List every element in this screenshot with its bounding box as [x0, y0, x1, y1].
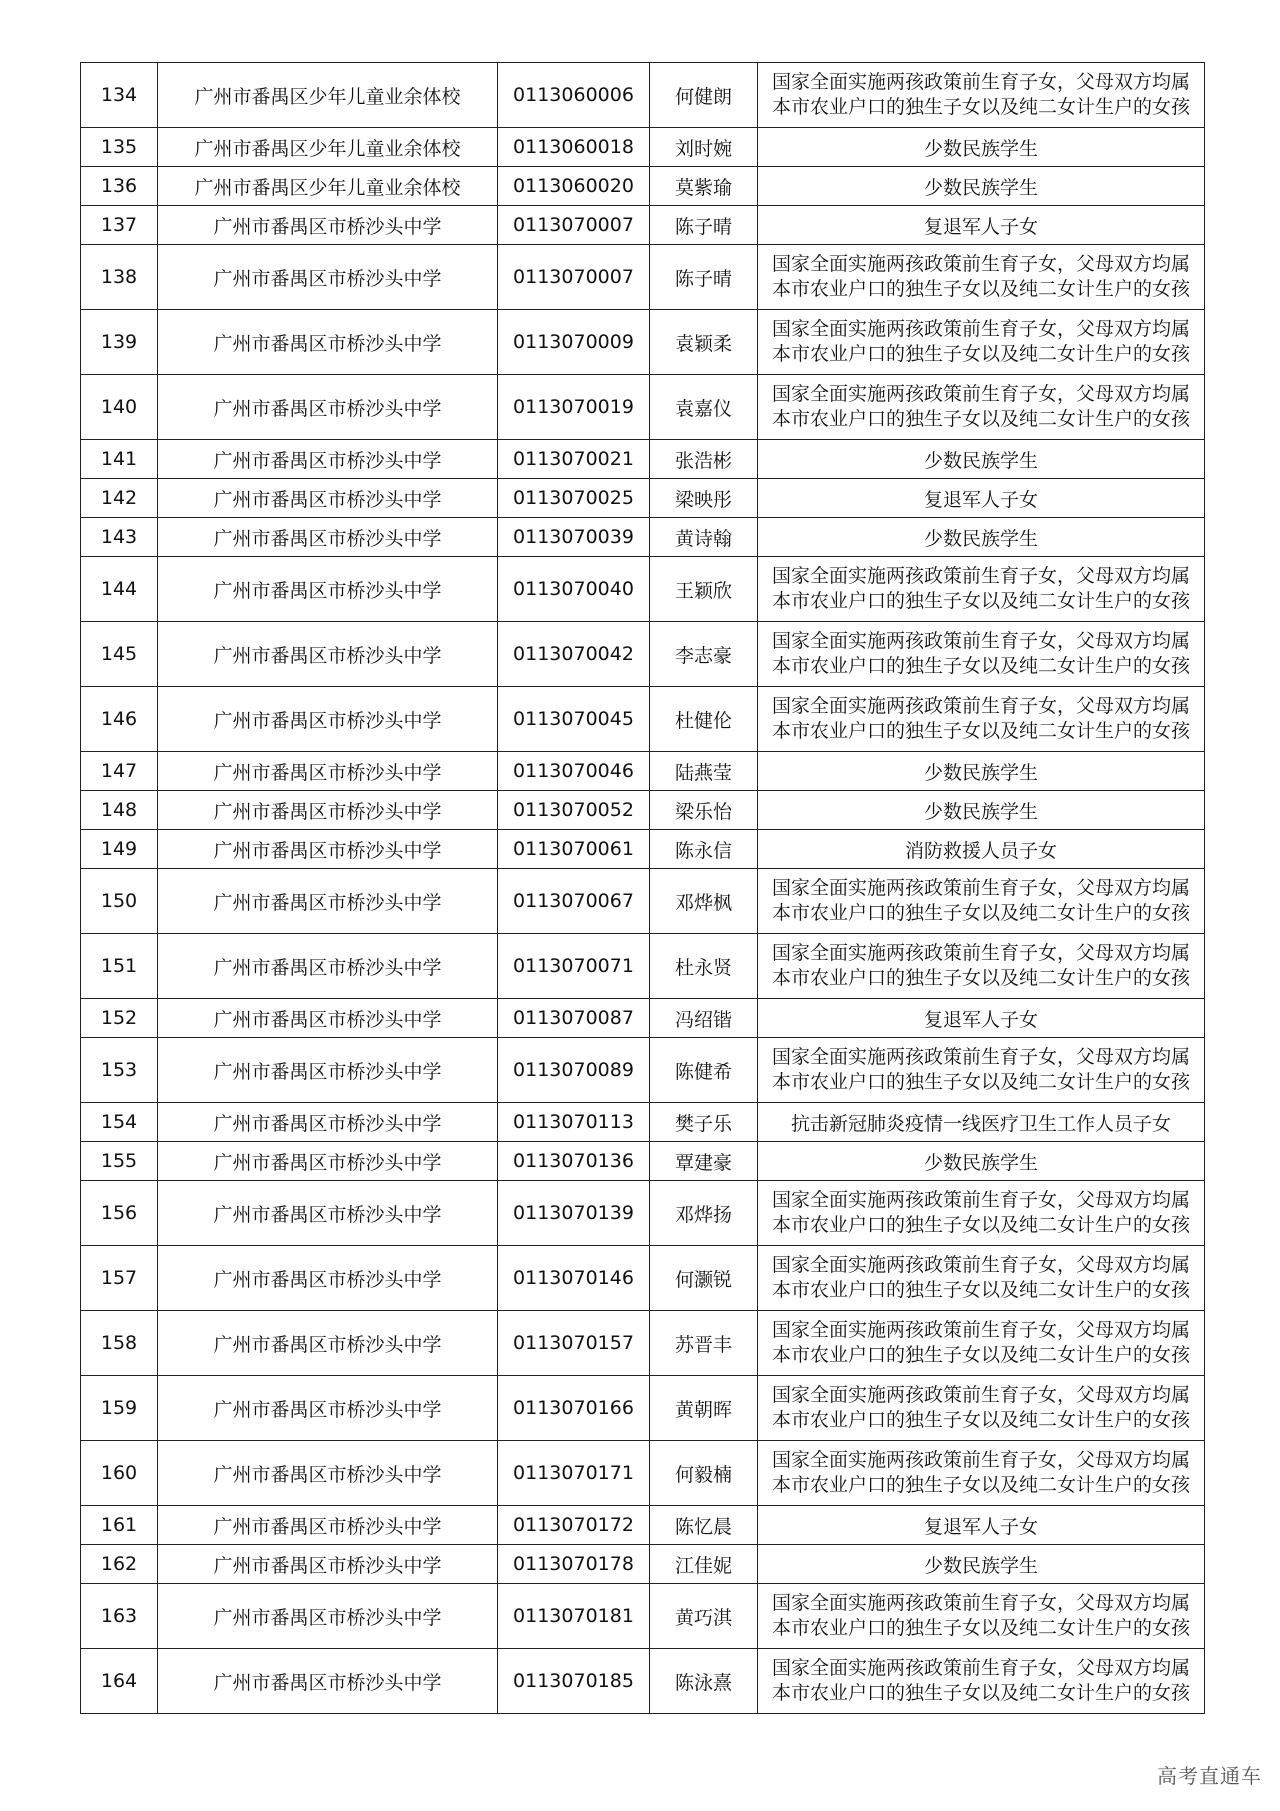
- category-cell: 国家全面实施两孩政策前生育子女，父母双方均属本市农业户口的独生子女以及纯二女计生户的女孩: [758, 1441, 1205, 1506]
- student-id-cell: 0113070007: [498, 206, 650, 245]
- school-name-cell: 广州市番禺区市桥沙头中学: [158, 1246, 498, 1311]
- student-name-cell: 袁嘉仪: [650, 375, 758, 440]
- student-name-cell: 江佳妮: [650, 1545, 758, 1584]
- table-row: [81, 206, 1205, 245]
- row-number-cell: 153: [81, 1038, 158, 1103]
- school-name-cell: 广州市番禺区市桥沙头中学: [158, 791, 498, 830]
- category-cell: 国家全面实施两孩政策前生育子女，父母双方均属本市农业户口的独生子女以及纯二女计生户的女孩: [758, 63, 1205, 128]
- table-body: [81, 63, 1205, 1714]
- row-number-cell: 134: [81, 63, 158, 128]
- school-name-cell: 广州市番禺区少年儿童业余体校: [158, 63, 498, 128]
- student-id-cell: 0113070042: [498, 622, 650, 687]
- student-id-cell: 0113070171: [498, 1441, 650, 1506]
- row-number-cell: 156: [81, 1181, 158, 1246]
- student-id-cell: 0113070087: [498, 999, 650, 1038]
- student-id-cell: 0113070039: [498, 518, 650, 557]
- student-name-cell: 黄朝晖: [650, 1376, 758, 1441]
- table-row: [81, 440, 1205, 479]
- school-name-cell: 广州市番禺区市桥沙头中学: [158, 375, 498, 440]
- category-cell: 复退军人子女: [758, 479, 1205, 518]
- table-row: [81, 1584, 1205, 1649]
- row-number-cell: 161: [81, 1506, 158, 1545]
- table-row: [81, 1246, 1205, 1311]
- student-id-cell: 0113070067: [498, 869, 650, 934]
- category-cell: 复退军人子女: [758, 999, 1205, 1038]
- school-name-cell: 广州市番禺区市桥沙头中学: [158, 934, 498, 999]
- student-name-cell: 陈泳熹: [650, 1649, 758, 1714]
- category-cell: 国家全面实施两孩政策前生育子女，父母双方均属本市农业户口的独生子女以及纯二女计生户的女孩: [758, 1376, 1205, 1441]
- table-row: [81, 1181, 1205, 1246]
- category-cell: 少数民族学生: [758, 440, 1205, 479]
- student-id-cell: 0113070181: [498, 1584, 650, 1649]
- student-id-cell: 0113070185: [498, 1649, 650, 1714]
- category-cell: 少数民族学生: [758, 1142, 1205, 1181]
- student-name-cell: 杜永贤: [650, 934, 758, 999]
- student-id-cell: 0113070019: [498, 375, 650, 440]
- category-cell: 国家全面实施两孩政策前生育子女，父母双方均属本市农业户口的独生子女以及纯二女计生户的女孩: [758, 375, 1205, 440]
- student-name-cell: 陆燕莹: [650, 752, 758, 791]
- student-id-cell: 0113070009: [498, 310, 650, 375]
- row-number-cell: 136: [81, 167, 158, 206]
- row-number-cell: 158: [81, 1311, 158, 1376]
- category-cell: 少数民族学生: [758, 1545, 1205, 1584]
- row-number-cell: 150: [81, 869, 158, 934]
- category-cell: 国家全面实施两孩政策前生育子女，父母双方均属本市农业户口的独生子女以及纯二女计生户的女孩: [758, 1181, 1205, 1246]
- school-name-cell: 广州市番禺区市桥沙头中学: [158, 869, 498, 934]
- school-name-cell: 广州市番禺区市桥沙头中学: [158, 1584, 498, 1649]
- student-name-cell: 陈子晴: [650, 206, 758, 245]
- category-cell: 消防救援人员子女: [758, 830, 1205, 869]
- table-row: [81, 999, 1205, 1038]
- student-id-cell: 0113060020: [498, 167, 650, 206]
- student-id-cell: 0113070046: [498, 752, 650, 791]
- table-row: [81, 310, 1205, 375]
- student-name-cell: 陈永信: [650, 830, 758, 869]
- table-row: [81, 1545, 1205, 1584]
- category-cell: 国家全面实施两孩政策前生育子女，父母双方均属本市农业户口的独生子女以及纯二女计生户的女孩: [758, 310, 1205, 375]
- school-name-cell: 广州市番禺区市桥沙头中学: [158, 310, 498, 375]
- table-row: [81, 1038, 1205, 1103]
- student-id-cell: 0113070178: [498, 1545, 650, 1584]
- school-name-cell: 广州市番禺区市桥沙头中学: [158, 622, 498, 687]
- student-name-cell: 陈子晴: [650, 245, 758, 310]
- school-name-cell: 广州市番禺区市桥沙头中学: [158, 752, 498, 791]
- school-name-cell: 广州市番禺区市桥沙头中学: [158, 518, 498, 557]
- row-number-cell: 141: [81, 440, 158, 479]
- student-id-cell: 0113070061: [498, 830, 650, 869]
- student-name-cell: 黄诗翰: [650, 518, 758, 557]
- school-name-cell: 广州市番禺区市桥沙头中学: [158, 687, 498, 752]
- row-number-cell: 157: [81, 1246, 158, 1311]
- row-number-cell: 140: [81, 375, 158, 440]
- row-number-cell: 159: [81, 1376, 158, 1441]
- row-number-cell: 164: [81, 1649, 158, 1714]
- school-name-cell: 广州市番禺区市桥沙头中学: [158, 999, 498, 1038]
- table-row: [81, 869, 1205, 934]
- student-name-cell: 樊子乐: [650, 1103, 758, 1142]
- category-cell: 国家全面实施两孩政策前生育子女，父母双方均属本市农业户口的独生子女以及纯二女计生户的女孩: [758, 1311, 1205, 1376]
- table-row: [81, 479, 1205, 518]
- school-name-cell: 广州市番禺区市桥沙头中学: [158, 1038, 498, 1103]
- category-cell: 国家全面实施两孩政策前生育子女，父母双方均属本市农业户口的独生子女以及纯二女计生户的女孩: [758, 687, 1205, 752]
- table-row: [81, 830, 1205, 869]
- student-id-cell: 0113070021: [498, 440, 650, 479]
- table-row: [81, 934, 1205, 999]
- student-name-cell: 梁乐怡: [650, 791, 758, 830]
- row-number-cell: 142: [81, 479, 158, 518]
- category-cell: 国家全面实施两孩政策前生育子女，父母双方均属本市农业户口的独生子女以及纯二女计生户的女孩: [758, 1584, 1205, 1649]
- school-name-cell: 广州市番禺区市桥沙头中学: [158, 1506, 498, 1545]
- row-number-cell: 145: [81, 622, 158, 687]
- row-number-cell: 155: [81, 1142, 158, 1181]
- table-row: [81, 687, 1205, 752]
- student-id-cell: 0113070025: [498, 479, 650, 518]
- row-number-cell: 151: [81, 934, 158, 999]
- student-id-cell: 0113060006: [498, 63, 650, 128]
- table-row: [81, 1441, 1205, 1506]
- row-number-cell: 135: [81, 128, 158, 167]
- table-row: [81, 791, 1205, 830]
- student-id-cell: 0113070007: [498, 245, 650, 310]
- student-id-cell: 0113070146: [498, 1246, 650, 1311]
- school-name-cell: 广州市番禺区市桥沙头中学: [158, 557, 498, 622]
- table-row: [81, 518, 1205, 557]
- row-number-cell: 162: [81, 1545, 158, 1584]
- student-id-cell: 0113070157: [498, 1311, 650, 1376]
- table-row: [81, 1649, 1205, 1714]
- table-row: [81, 63, 1205, 128]
- category-cell: 国家全面实施两孩政策前生育子女，父母双方均属本市农业户口的独生子女以及纯二女计生户的女孩: [758, 869, 1205, 934]
- table-row: [81, 245, 1205, 310]
- student-id-cell: 0113070040: [498, 557, 650, 622]
- school-name-cell: 广州市番禺区少年儿童业余体校: [158, 167, 498, 206]
- table-row: [81, 622, 1205, 687]
- school-name-cell: 广州市番禺区市桥沙头中学: [158, 206, 498, 245]
- row-number-cell: 143: [81, 518, 158, 557]
- student-id-cell: 0113070136: [498, 1142, 650, 1181]
- table-row: [81, 752, 1205, 791]
- student-name-cell: 何灏锐: [650, 1246, 758, 1311]
- row-number-cell: 160: [81, 1441, 158, 1506]
- student-id-cell: 0113060018: [498, 128, 650, 167]
- student-name-cell: 何健朗: [650, 63, 758, 128]
- row-number-cell: 154: [81, 1103, 158, 1142]
- category-cell: 复退军人子女: [758, 206, 1205, 245]
- table-row: [81, 1506, 1205, 1545]
- student-id-cell: 0113070113: [498, 1103, 650, 1142]
- school-name-cell: 广州市番禺区市桥沙头中学: [158, 479, 498, 518]
- category-cell: 少数民族学生: [758, 167, 1205, 206]
- table-row: [81, 167, 1205, 206]
- category-cell: 少数民族学生: [758, 518, 1205, 557]
- school-name-cell: 广州市番禺区市桥沙头中学: [158, 1376, 498, 1441]
- table-row: [81, 1142, 1205, 1181]
- school-name-cell: 广州市番禺区市桥沙头中学: [158, 1103, 498, 1142]
- student-name-cell: 杜健伦: [650, 687, 758, 752]
- category-cell: 抗击新冠肺炎疫情一线医疗卫生工作人员子女: [758, 1103, 1205, 1142]
- category-cell: 国家全面实施两孩政策前生育子女，父母双方均属本市农业户口的独生子女以及纯二女计生户的女孩: [758, 934, 1205, 999]
- category-cell: 少数民族学生: [758, 128, 1205, 167]
- row-number-cell: 138: [81, 245, 158, 310]
- student-id-cell: 0113070172: [498, 1506, 650, 1545]
- student-name-cell: 王颖欣: [650, 557, 758, 622]
- student-id-cell: 0113070139: [498, 1181, 650, 1246]
- row-number-cell: 146: [81, 687, 158, 752]
- category-cell: 国家全面实施两孩政策前生育子女，父母双方均属本市农业户口的独生子女以及纯二女计生户的女孩: [758, 1246, 1205, 1311]
- student-name-cell: 何毅楠: [650, 1441, 758, 1506]
- student-name-cell: 袁颖柔: [650, 310, 758, 375]
- student-name-cell: 冯绍锴: [650, 999, 758, 1038]
- row-number-cell: 148: [81, 791, 158, 830]
- student-id-cell: 0113070166: [498, 1376, 650, 1441]
- table-row: [81, 1376, 1205, 1441]
- category-cell: 国家全面实施两孩政策前生育子女，父母双方均属本市农业户口的独生子女以及纯二女计生户的女孩: [758, 1649, 1205, 1714]
- student-id-cell: 0113070052: [498, 791, 650, 830]
- table-row: [81, 1311, 1205, 1376]
- student-name-cell: 陈忆晨: [650, 1506, 758, 1545]
- student-name-cell: 覃建豪: [650, 1142, 758, 1181]
- category-cell: 少数民族学生: [758, 791, 1205, 830]
- row-number-cell: 149: [81, 830, 158, 869]
- student-name-cell: 刘时婉: [650, 128, 758, 167]
- student-id-cell: 0113070089: [498, 1038, 650, 1103]
- school-name-cell: 广州市番禺区市桥沙头中学: [158, 830, 498, 869]
- student-name-cell: 梁映彤: [650, 479, 758, 518]
- category-cell: 国家全面实施两孩政策前生育子女，父母双方均属本市农业户口的独生子女以及纯二女计生户的女孩: [758, 622, 1205, 687]
- row-number-cell: 137: [81, 206, 158, 245]
- watermark-text: 高考直通车: [1157, 1764, 1262, 1788]
- student-name-cell: 莫紫瑜: [650, 167, 758, 206]
- category-cell: 少数民族学生: [758, 752, 1205, 791]
- student-id-cell: 0113070045: [498, 687, 650, 752]
- school-name-cell: 广州市番禺区市桥沙头中学: [158, 245, 498, 310]
- table-row: [81, 557, 1205, 622]
- student-name-cell: 黄巧淇: [650, 1584, 758, 1649]
- student-name-cell: 李志豪: [650, 622, 758, 687]
- row-number-cell: 147: [81, 752, 158, 791]
- school-name-cell: 广州市番禺区市桥沙头中学: [158, 1142, 498, 1181]
- school-name-cell: 广州市番禺区少年儿童业余体校: [158, 128, 498, 167]
- row-number-cell: 139: [81, 310, 158, 375]
- category-cell: 国家全面实施两孩政策前生育子女，父母双方均属本市农业户口的独生子女以及纯二女计生户的女孩: [758, 245, 1205, 310]
- school-name-cell: 广州市番禺区市桥沙头中学: [158, 1545, 498, 1584]
- student-name-cell: 苏晋丰: [650, 1311, 758, 1376]
- table-row: [81, 1103, 1205, 1142]
- category-cell: 国家全面实施两孩政策前生育子女，父母双方均属本市农业户口的独生子女以及纯二女计生户的女孩: [758, 1038, 1205, 1103]
- student-list-table: [80, 62, 1205, 1714]
- student-name-cell: 陈健希: [650, 1038, 758, 1103]
- school-name-cell: 广州市番禺区市桥沙头中学: [158, 1311, 498, 1376]
- row-number-cell: 163: [81, 1584, 158, 1649]
- student-name-cell: 邓烨扬: [650, 1181, 758, 1246]
- table-row: [81, 128, 1205, 167]
- school-name-cell: 广州市番禺区市桥沙头中学: [158, 1441, 498, 1506]
- school-name-cell: 广州市番禺区市桥沙头中学: [158, 440, 498, 479]
- category-cell: 复退军人子女: [758, 1506, 1205, 1545]
- student-id-cell: 0113070071: [498, 934, 650, 999]
- school-name-cell: 广州市番禺区市桥沙头中学: [158, 1649, 498, 1714]
- row-number-cell: 152: [81, 999, 158, 1038]
- student-name-cell: 张浩彬: [650, 440, 758, 479]
- school-name-cell: 广州市番禺区市桥沙头中学: [158, 1181, 498, 1246]
- row-number-cell: 144: [81, 557, 158, 622]
- student-name-cell: 邓烨枫: [650, 869, 758, 934]
- category-cell: 国家全面实施两孩政策前生育子女，父母双方均属本市农业户口的独生子女以及纯二女计生户的女孩: [758, 557, 1205, 622]
- table-row: [81, 375, 1205, 440]
